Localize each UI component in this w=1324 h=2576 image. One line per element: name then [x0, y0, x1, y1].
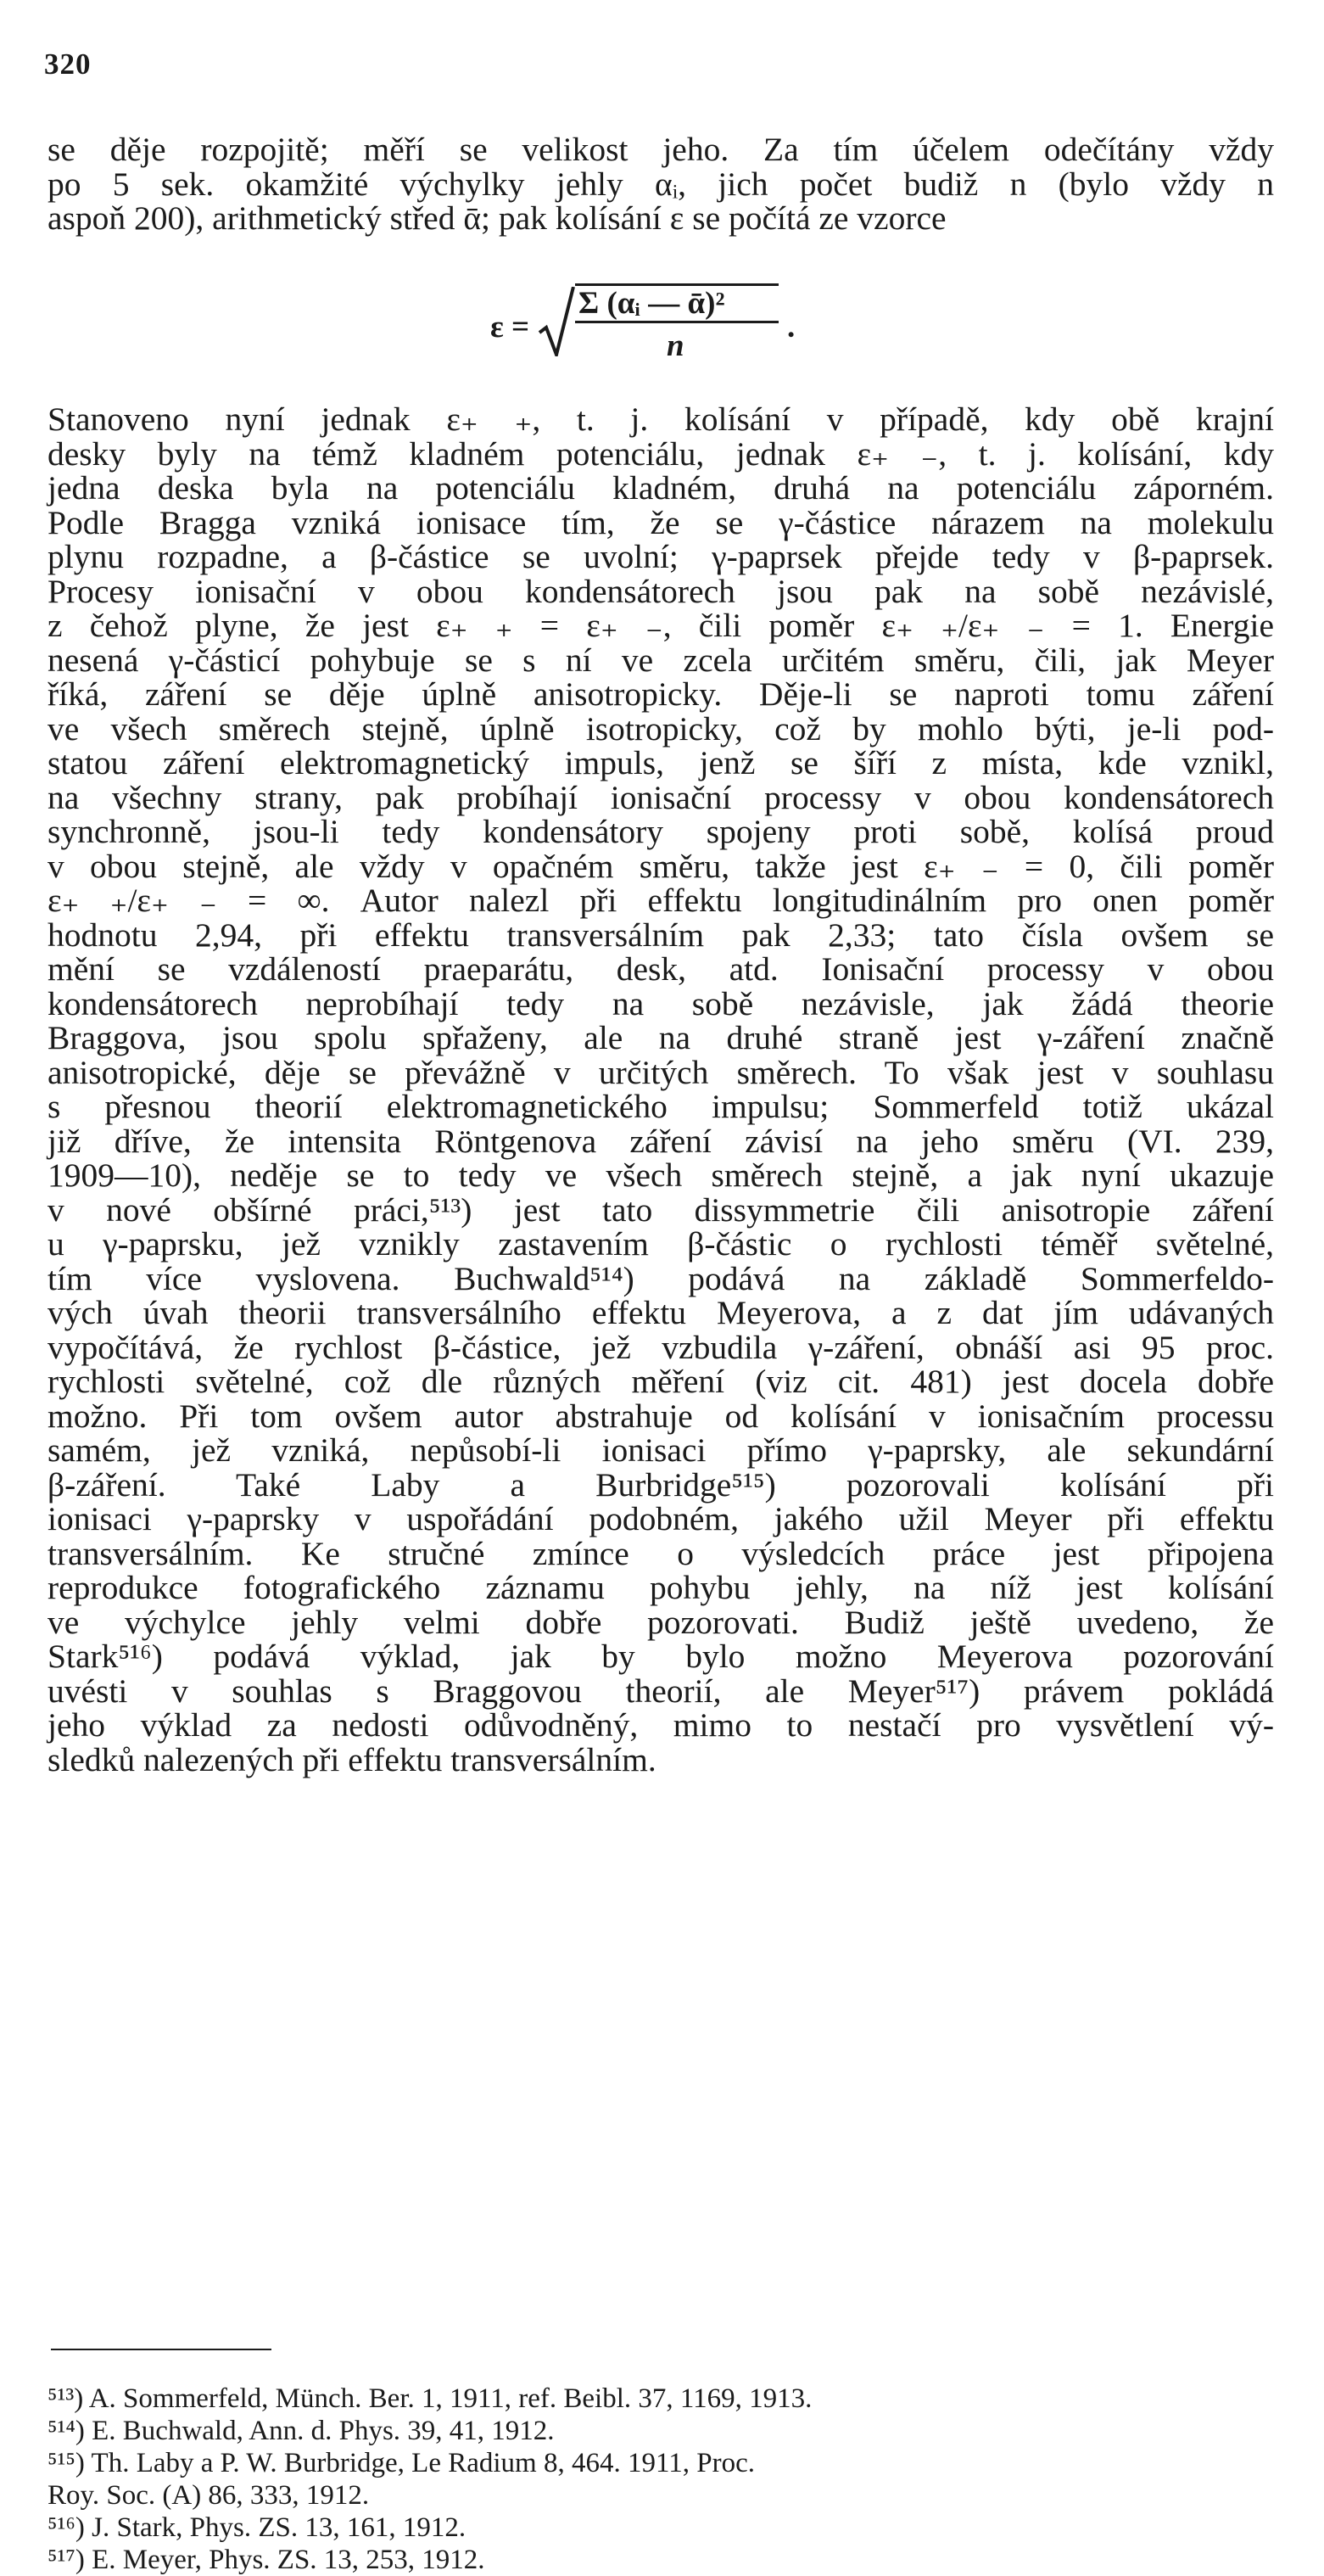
text-line: 1909—10), neděje se to tedy ve všech směrech stejně, a jak nyní ukazuje	[47, 1156, 1274, 1194]
text-line: s přesnou theorií elektromagnetického impulsu; Sommerfeld totiž ukázal	[47, 1088, 1274, 1125]
footnote-divider	[51, 2349, 271, 2350]
text-line: se děje rozpojitě; měří se velikost jeho. Za tím účelem odečítány vždy	[47, 131, 1274, 168]
text-line: nesená γ-částicí pohybuje se s ní ve zcela určitém směru, čili, jak Meyer	[47, 641, 1274, 679]
text-line: Stark⁵¹⁶) podává výklad, jak by bylo možno Meyerova pozorování	[47, 1638, 1274, 1675]
text-line: Stanoveno nyní jednak ε₊ ₊, t. j. kolísání v případě, kdy obě krajní	[47, 400, 1274, 438]
page-number: 320	[44, 48, 92, 81]
formula-period: .	[787, 310, 796, 344]
text-line: ionisaci γ-paprsky v uspořádání podobném, jakého užil Meyer při effektu	[47, 1500, 1274, 1537]
fraction-bar	[575, 321, 779, 323]
intro-paragraph	[47, 132, 1274, 236]
text-line: uvésti v souhlas s Braggovou theorií, ale Meyer⁵¹⁷) právem pokládá	[47, 1672, 1274, 1710]
text-line: na všechny strany, pak probíhají ionisační processy v obou kondensátorech	[47, 778, 1274, 816]
text-line: sledků nalezených při effektu transversálním.	[47, 1740, 656, 1778]
footnote: ⁵¹⁵) Th. Laby a P. W. Burbridge, Le Radium 8, 464. 1911, Proc.	[47, 2448, 755, 2478]
text-line: vých úvah theorii transversálního effektu Meyerova, a z dat jím udávaných	[47, 1294, 1274, 1331]
text-line: vypočítává, že rychlost β-částice, jež vzbudila γ-záření, obnáší asi 95 proc.	[47, 1328, 1274, 1366]
text-line: transversálním. Ke stručné zmínce o výsledcích práce jest připojena	[47, 1534, 1274, 1572]
text-line: ε₊ ₊/ε₊ ₋ = ∞. Autor nalezl při effektu longitudinálním pro onen poměr	[47, 882, 1274, 919]
square-root-sign	[538, 287, 575, 356]
footnote: ⁵¹⁶) J. Stark, Phys. ZS. 13, 161, 1912.	[47, 2512, 466, 2543]
text-line: anisotropické, děje se převážně v určitých směrech. To však jest v souhlasu	[47, 1053, 1274, 1091]
footnote: ⁵¹³) A. Sommerfeld, Münch. Ber. 1, 1911, ref. Beibl. 37, 1169, 1913.	[47, 2383, 813, 2414]
text-line: Podle Bragga vzniká ionisace tím, že se γ-částice nárazem na molekulu	[47, 503, 1274, 541]
text-line: možno. Při tom ovšem autor abstrahuje od kolísání v ionisačním processu	[47, 1397, 1274, 1435]
text-line: ve všech směrech stejně, úplně isotropicky, což by mohlo býti, je-li pod-	[47, 709, 1274, 748]
footnote: ⁵¹⁷) E. Meyer, Phys. ZS. 13, 253, 1912.	[47, 2545, 485, 2575]
text-line: po 5 sek. okamžité výchylky jehly αᵢ, jich počet budiž n (bylo vždy n	[47, 165, 1274, 203]
formula-numerator: Σ (αᵢ — ᾱ)²	[578, 286, 725, 321]
text-line: aspoň 200), arithmetický střed ᾱ; pak kolísání ε se počítá ze vzorce	[47, 199, 947, 237]
text-line: v obou stejně, ale vždy v opačném směru, takže jest ε₊ ₋ = 0, čili poměr	[47, 847, 1274, 885]
text-line: statou záření elektromagnetický impuls, jenž se šíří z místa, kde vznikl,	[47, 744, 1274, 781]
text-line: kondensátorech neprobíhají tedy na sobě nezávisle, jak žádá theorie	[47, 984, 1274, 1022]
text-line: u γ-paprsku, jež vznikly zastavením β-částic o rychlosti téměř světelné,	[47, 1225, 1274, 1263]
text-line: jeho výklad za nedosti odůvodněný, mimo to nestačí pro vysvětlení vý-	[47, 1706, 1274, 1744]
text-line: reprodukce fotografického záznamu pohybu jehly, na níž jest kolísání	[47, 1569, 1274, 1606]
text-line: plynu rozpadne, a β-částice se uvolní; γ-paprsek přejde tedy v β-paprsek.	[47, 538, 1274, 575]
formula-denominator: n	[667, 328, 684, 363]
footnote-continuation: Roy. Soc. (A) 86, 333, 1912.	[47, 2480, 370, 2511]
text-line: hodnotu 2,94, při effektu transversálním pak 2,33; tato čísla ovšem se	[47, 916, 1274, 954]
text-line: synchronně, jsou-li tedy kondensátory spojeny proti sobě, kolísá proud	[47, 813, 1274, 850]
text-line: β-záření. Také Laby a Burbridge⁵¹⁵) pozorovali kolísání při	[47, 1465, 1274, 1504]
variance-formula	[490, 278, 914, 363]
text-line: samém, jež vzniká, nepůsobí-li ionisaci přímo γ-paprsky, ale sekundární	[47, 1431, 1274, 1469]
footnotes	[47, 2383, 1274, 2576]
text-line: tím více vyslovena. Buchwald⁵¹⁴) podává na základě Sommerfeldo-	[47, 1259, 1274, 1297]
text-line: z čehož plyne, že jest ε₊ ₊ = ε₊ ₋, čili poměr ε₊ ₊/ε₊ ₋ = 1. Energie	[47, 607, 1274, 644]
text-line: ve výchylce jehly velmi dobře pozorovati. Budiž ještě uvedeno, že	[47, 1603, 1274, 1641]
text-line: v nové obšírné práci,⁵¹³) jest tato dissymmetrie čili anisotropie záření	[47, 1190, 1274, 1229]
text-line: Procesy ionisační v obou kondensátorech jsou pak na sobě nezávislé,	[47, 572, 1274, 610]
text-line: desky byly na témž kladném potenciálu, jednak ε₊ ₋, t. j. kolísání, kdy	[47, 434, 1274, 473]
footnote: ⁵¹⁴) E. Buchwald, Ann. d. Phys. 39, 41, 1912.	[47, 2416, 555, 2446]
text-line: jedna deska byla na potenciálu kladném, druhá na potenciálu záporném.	[47, 469, 1274, 507]
main-paragraph	[47, 402, 1274, 1777]
text-line: mění se vzdáleností praeparátu, desk, atd. Ionisační processy v obou	[47, 950, 1274, 988]
text-line: říká, záření se děje úplně anisotropicky. Děje-li se naproti tomu záření	[47, 675, 1274, 713]
text-line: rychlosti světelné, což dle různých měření (viz cit. 481) jest docela dobře	[47, 1363, 1274, 1400]
formula-lhs: ε =	[490, 310, 530, 344]
text-line: již dříve, že intensita Röntgenova záření závisí na jeho směru (VI. 239,	[47, 1122, 1274, 1160]
text-line: Braggova, jsou spolu spřaženy, ale na druhé straně jest γ-záření značně	[47, 1019, 1274, 1056]
